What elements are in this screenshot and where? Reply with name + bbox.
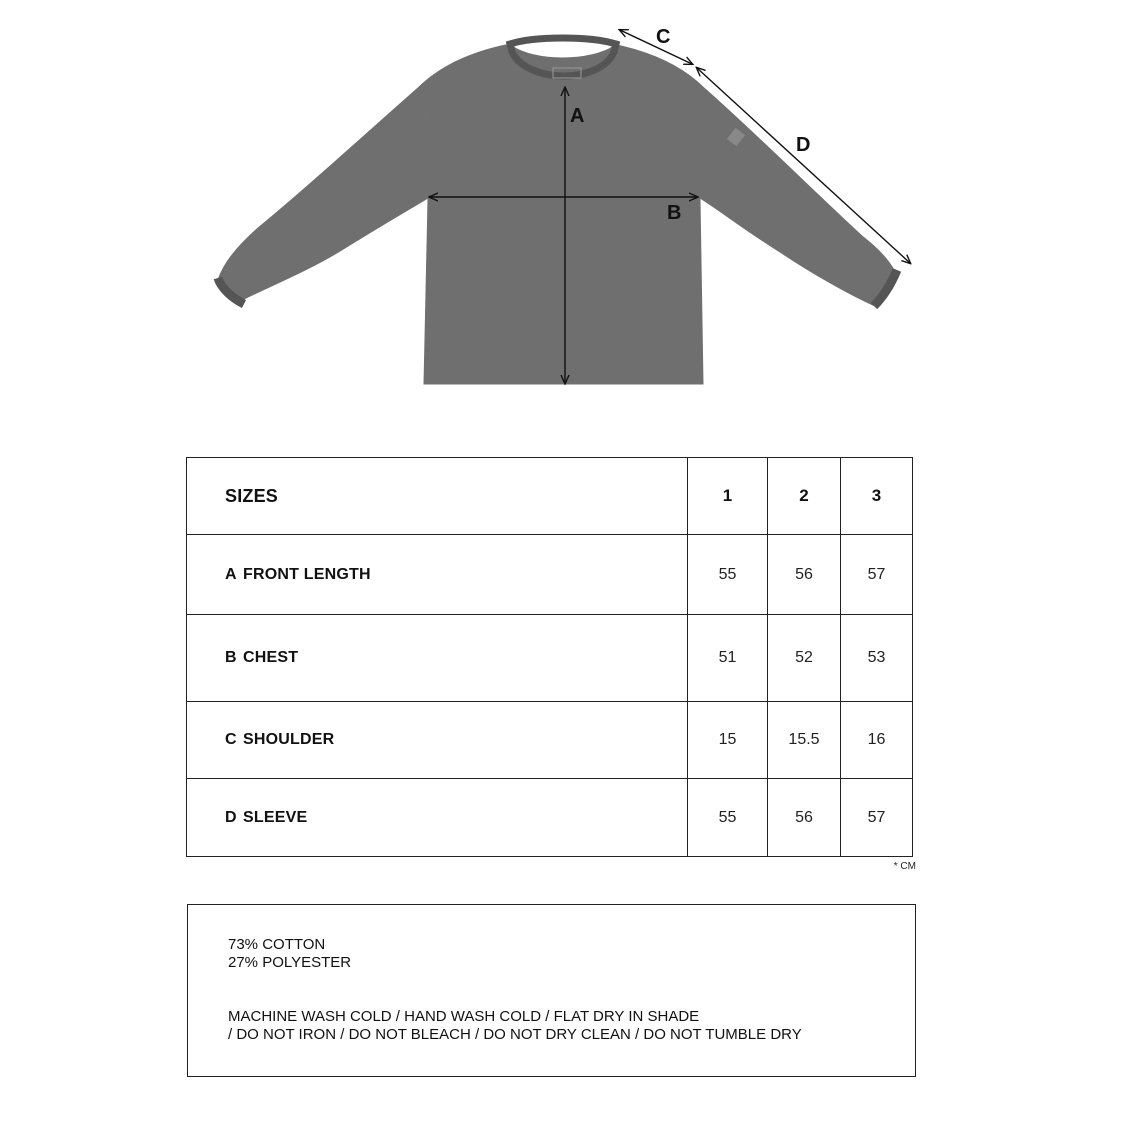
value-size-2: 15.5 — [768, 702, 841, 778]
composition-line: 73% COTTON — [228, 936, 326, 953]
size-3-heading: 3 — [871, 486, 882, 505]
value-size-1: 55 — [688, 779, 768, 856]
value-size-1: 55 — [688, 535, 768, 614]
value-size-1: 51 — [688, 615, 768, 701]
value-size-3: 57 — [867, 808, 886, 826]
care-instruction-line: MACHINE WASH COLD / HAND WASH COLD / FLAT DRY IN SHADE — [228, 1008, 700, 1025]
row-label — [187, 535, 688, 614]
size-header-row — [187, 458, 912, 535]
row-letter: A — [225, 565, 237, 583]
value-size-2: 56 — [768, 779, 841, 856]
row-label — [187, 702, 688, 778]
value-size-2: 52 — [768, 615, 841, 701]
label-a: A — [570, 105, 585, 127]
table-row-front-length — [187, 535, 912, 615]
garment-diagram — [0, 0, 1125, 420]
size-1-heading: 1 — [688, 458, 768, 534]
table-row-chest — [187, 615, 912, 702]
row-name: SLEEVE — [243, 808, 308, 826]
size-2-heading: 2 — [768, 458, 841, 534]
care-instruction-line: / DO NOT IRON / DO NOT BLEACH / DO NOT DRY CLEAN / DO NOT TUMBLE DRY — [228, 1026, 802, 1043]
sizes-heading: SIZES — [187, 458, 688, 534]
row-letter: C — [225, 731, 237, 748]
spacer — [228, 972, 915, 1008]
label-b: B — [667, 202, 682, 224]
row-name: CHEST — [243, 649, 299, 666]
row-name: FRONT LENGTH — [243, 565, 371, 583]
label-d: D — [796, 134, 811, 156]
care-info-box — [187, 904, 916, 1077]
row-label — [187, 779, 688, 856]
value-size-1: 15 — [688, 702, 768, 778]
row-name: SHOULDER — [243, 731, 335, 748]
value-size-3: 16 — [867, 731, 886, 748]
size-table — [186, 457, 913, 857]
value-size-3: 57 — [867, 565, 886, 583]
row-letter: B — [225, 649, 237, 666]
composition-line: 27% POLYESTER — [228, 954, 352, 971]
unit-note: * CM — [893, 861, 916, 872]
value-size-2: 56 — [768, 535, 841, 614]
table-row-shoulder — [187, 702, 912, 779]
shirt-body — [424, 46, 703, 384]
row-letter: D — [225, 808, 237, 826]
value-size-3: 53 — [867, 649, 886, 666]
table-row-sleeve — [187, 779, 912, 856]
label-c: C — [656, 26, 671, 48]
row-label — [187, 615, 688, 701]
